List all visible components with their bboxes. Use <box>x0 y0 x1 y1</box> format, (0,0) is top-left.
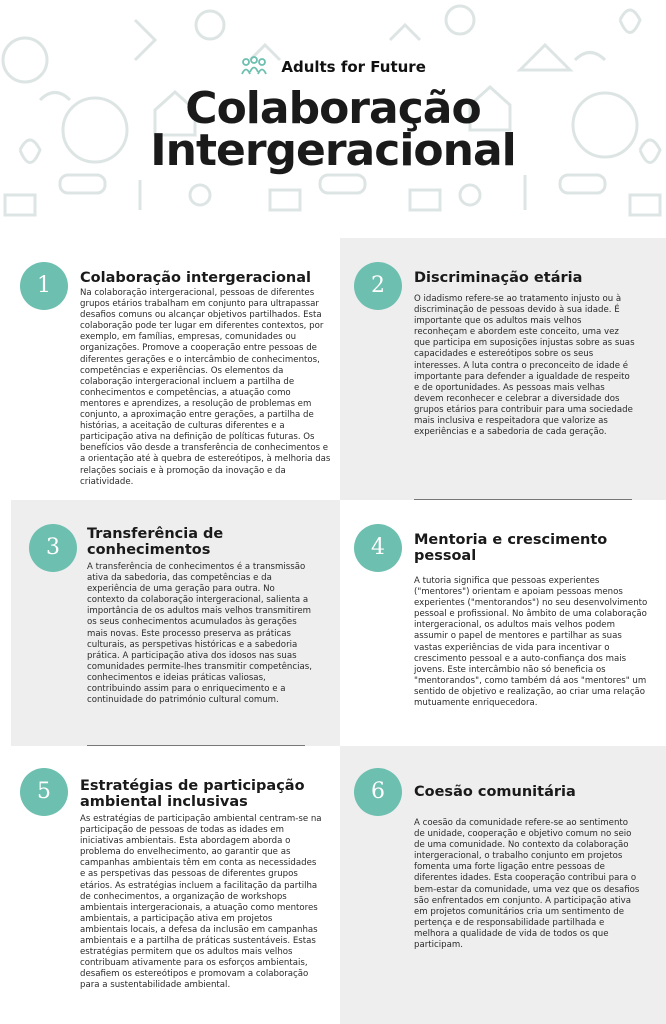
section-body: Na colaboração intergeracional, pessoas de diferentes grupos etários trabalham em conjunto para ultrapassar desafios comuns ou alcançar objetivos partilhados. Esta colaboração pode ter lugar em diferentes contextos, por exemplo, em famílias, empresas, comunidades ou organizações. Promove a cooperação entre pessoas de diferentes gerações e o intercâmbio de conhecimentos, competências e experiências. Os elementos da colaboração intergeracional incluem a partilha de conhecimentos e competências, a atuação como mentores e aprendizes, a resolução de problemas em conjunto, a aproximação entre gerações, a partilha de histórias, a aceitação de culturas diferentes e a participação ativa na definição de políticas futuras. Os benefícios vão desde a transferência de conhecimentos e a orientação até à quebra de estereótipos, à melhoria das relações sociais e à promoção da inovação e da criatividade. <box>80 288 331 487</box>
section-card-4 <box>340 500 666 746</box>
section-body: A transferência de conhecimentos é a transmissão ativa da sabedoria, das competências e da experiência de uma geração para outra. No contexto da colaboração intergeracional, salienta a importância de os adultos mais velhos transmitirem os seus conhecimentos acumulados às gerações mais novas. Este processo preserva as práticas culturais, as perspetivas históricas e a sabedoria prática. A participação ativa dos idosos nas suas comunidades permite-lhes transmitir competências, conhecimentos e ideias práticas valiosas, contribuindo assim para o enriquecimento e a continuidade do património cultural comum. <box>87 562 312 706</box>
section-body: A tutoria significa que pessoas experientes ("mentores") orientam e apoiam pessoas menos experientes ("mentorandos") no seu desenvolvimento pessoal e profissional. No âmbito de uma colaboração intergeracional, os adultos mais velhos podem assumir o papel de mentores e partilhar as suas vastas experiências de vida para incentivar o crescimento pessoal e a auto-confiança dos mais jovens. Este intercâmbio não só beneficia os "mentorandos", como também dá aos "mentores" um sentido de objetivo e realização, ao criar uma relação mutuamente enriquecedora. <box>414 576 648 709</box>
section-title: Coesão comunitária <box>414 784 576 800</box>
section-number-badge: 3 <box>29 524 77 572</box>
section-body: A coesão da comunidade refere-se ao sentimento de unidade, cooperação e objetivo comum no seio de uma comunidade. No contexto da colaboração intergeracional, o trabalho conjunto em projetos fomenta uma forte ligação entre pessoas de diferentes idades. Esta cooperação contribui para o bem-estar da comunidade, uma vez que os desafios são enfrentados em conjunto. A participação ativa em projetos comunitários cria um sentimento de pertença e de responsabilidade partilhada e melhora a qualidade de vida de todos os que participam. <box>414 818 640 951</box>
brand-name: Adults for Future <box>281 58 426 76</box>
section-title: Estratégias de participação ambiental inclusivas <box>80 778 305 810</box>
section-number-badge: 2 <box>354 262 402 310</box>
section-number-badge: 1 <box>20 262 68 310</box>
section-title: Colaboração intergeracional <box>80 270 311 286</box>
section-title: Mentoria e crescimento pessoal <box>414 532 608 564</box>
section-title: Transferência de conhecimentos <box>87 526 224 558</box>
page-title: Colaboração Intergeracional <box>150 83 516 176</box>
section-number-badge: 5 <box>20 768 68 816</box>
section-number-badge: 6 <box>354 768 402 816</box>
section-card-6 <box>340 746 666 1024</box>
section-card-1 <box>0 238 340 500</box>
section-card-3 <box>11 500 340 746</box>
header <box>0 0 666 230</box>
brand <box>0 56 666 78</box>
people-group-icon <box>240 56 268 78</box>
section-body: As estratégias de participação ambiental centram-se na participação de pessoas de todas as idades em iniciativas ambientais. Esta abordagem aborda o problema do envelhecimento, ao garantir que as campanhas ambientais têm em conta as necessidades e as perspetivas das pessoas de diferentes grupos etários. As estratégias incluem a facilitação da partilha de conhecimentos, a organização de workshops ambientais intergeracionais, a atuação como mentores ambientais, a participação ativa em projetos ambientais locais, a defesa da inclusão em campanhas ambientais e a partilha de práticas sustentáveis. Estas estratégias permitem que os adultos mais velhos contribuam ativamente para os esforços ambientais, desafiem os estereótipos e promovam a colaboração para a sustentabilidade ambiental. <box>80 814 322 991</box>
section-card-5 <box>0 746 340 1024</box>
section-title: Discriminação etária <box>414 270 583 286</box>
section-card-2 <box>340 238 666 500</box>
section-body: O idadismo refere-se ao tratamento injusto ou à discriminação de pessoas devido à sua idade. É importante que os adultos mais velhos reconheçam e abordem este conceito, uma vez que participa em suposições injustas sobre as suas capacidades e estereótipos sobre os seus interesses. A luta contra o preconceito de idade é importante para defender a igualdade de respeito e de oportunidades. As pessoas mais velhas devem reconhecer e celebrar a diversidade dos grupos etários para contribuir para uma sociedade mais inclusiva e respeitadora que valorize as experiências e a sabedoria de cada geração. <box>414 294 635 438</box>
section-number-badge: 4 <box>354 524 402 572</box>
